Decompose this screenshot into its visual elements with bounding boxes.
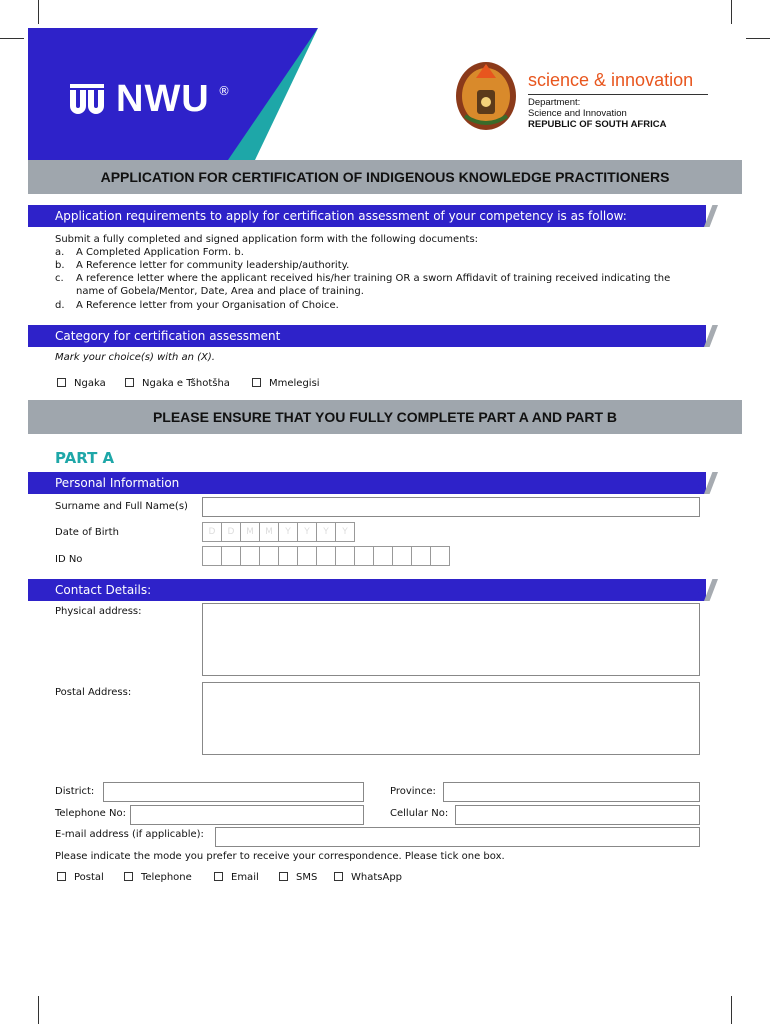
- checkbox[interactable]: [334, 872, 343, 881]
- notice-text: PLEASE ENSURE THAT YOU FULLY COMPLETE PART A AND PART B: [152, 409, 618, 425]
- form-title-bar: [28, 160, 742, 194]
- dob-field[interactable]: [202, 522, 354, 542]
- id-cell[interactable]: [278, 546, 298, 566]
- list-item-text: A Reference letter for community leadership/authority.: [76, 260, 350, 271]
- postal-address-field[interactable]: [202, 682, 700, 755]
- notice-bar: [28, 400, 742, 434]
- crop-mark: [746, 38, 770, 39]
- id-cell[interactable]: [411, 546, 431, 566]
- id-cell[interactable]: [202, 546, 222, 566]
- checkbox[interactable]: [252, 378, 261, 387]
- id-cell[interactable]: [373, 546, 393, 566]
- mode-option-whatsapp[interactable]: WhatsApp: [334, 872, 402, 883]
- telephone-field[interactable]: [130, 805, 364, 825]
- id-number-field[interactable]: [202, 546, 449, 566]
- list-item-text: A Completed Application Form. b.: [76, 247, 244, 258]
- list-item: b.: [55, 260, 65, 271]
- category-instruction: Mark your choice(s) with an (X).: [55, 352, 215, 363]
- id-cell[interactable]: [392, 546, 412, 566]
- part-a-title: PART A: [55, 449, 115, 467]
- requirements-intro: Submit a fully completed and signed application form with the following documents:: [55, 234, 479, 245]
- contact-heading: Contact Details:: [55, 583, 152, 597]
- dept-line: Department:: [528, 97, 581, 108]
- bar-slash: [704, 205, 718, 227]
- requirements-heading-bar: [28, 205, 706, 227]
- crop-mark: [38, 0, 39, 24]
- mode-option-telephone[interactable]: Telephone: [124, 872, 192, 883]
- personal-info-heading-bar: [28, 472, 706, 494]
- surname-field[interactable]: [202, 497, 700, 517]
- surname-label: Surname and Full Name(s): [55, 501, 188, 512]
- checkbox[interactable]: [57, 378, 66, 387]
- personal-info-heading: Personal Information: [55, 476, 180, 490]
- checkbox[interactable]: [57, 872, 66, 881]
- dob-cell[interactable]: D: [221, 522, 241, 542]
- mode-option-postal[interactable]: Postal: [57, 872, 104, 883]
- requirements-heading: Application requirements to apply for certification assessment of your competency is as follow:: [55, 209, 627, 223]
- contact-heading-bar: [28, 579, 706, 601]
- id-cell[interactable]: [297, 546, 317, 566]
- list-item: c.: [55, 273, 64, 284]
- id-cell[interactable]: [316, 546, 336, 566]
- bar-slash: [704, 579, 718, 601]
- crop-mark: [38, 996, 39, 1024]
- district-label: District:: [55, 786, 95, 797]
- id-cell[interactable]: [354, 546, 374, 566]
- cellular-label: Cellular No:: [390, 808, 449, 819]
- dob-label: Date of Birth: [55, 527, 119, 538]
- province-field[interactable]: [443, 782, 700, 802]
- physical-address-field[interactable]: [202, 603, 700, 676]
- dob-cell[interactable]: D: [202, 522, 222, 542]
- partner-title: science & innovation: [528, 70, 694, 90]
- mode-option-email[interactable]: Email: [214, 872, 259, 883]
- crop-mark: [731, 996, 732, 1024]
- physical-address-label: Physical address:: [55, 606, 142, 617]
- email-label: E-mail address (if applicable):: [55, 829, 204, 840]
- id-cell[interactable]: [430, 546, 450, 566]
- dob-cell[interactable]: Y: [278, 522, 298, 542]
- postal-address-label: Postal Address:: [55, 687, 132, 698]
- dept-line: REPUBLIC OF SOUTH AFRICA: [528, 119, 667, 130]
- checkbox[interactable]: [214, 872, 223, 881]
- list-item-text: A reference letter where the applicant received his/her training OR a sworn Affidavit of training received indicating the: [76, 273, 671, 284]
- department-block: [528, 97, 666, 130]
- id-cell[interactable]: [240, 546, 260, 566]
- checkbox[interactable]: [125, 378, 134, 387]
- list-item: a.: [55, 247, 65, 258]
- dept-line: Science and Innovation: [528, 108, 627, 119]
- crop-mark: [0, 38, 24, 39]
- category-option-ngaka-e-tshotsha[interactable]: Ngaka e Tšhotšha: [125, 378, 230, 389]
- partner-divider: [528, 94, 708, 95]
- category-option-ngaka[interactable]: Ngaka: [57, 378, 106, 389]
- id-label: ID No: [55, 554, 83, 565]
- dob-cell[interactable]: M: [240, 522, 260, 542]
- registered-mark: ®: [218, 84, 230, 98]
- category-heading-bar: [28, 325, 706, 347]
- checkbox[interactable]: [279, 872, 288, 881]
- form-title: APPLICATION FOR CERTIFICATION OF INDIGENOUS KNOWLEDGE PRACTITIONERS: [100, 169, 670, 185]
- dob-cell[interactable]: M: [259, 522, 279, 542]
- coat-of-arms-icon: [453, 56, 519, 132]
- list-item-text: A Reference letter from your Organisation of Choice.: [76, 300, 339, 311]
- dob-cell[interactable]: Y: [335, 522, 355, 542]
- dob-cell[interactable]: Y: [316, 522, 336, 542]
- category-heading: Category for certification assessment: [55, 329, 281, 343]
- correspondence-mode-text: Please indicate the mode you prefer to receive your correspondence. Please tick one box.: [55, 851, 505, 862]
- id-cell[interactable]: [335, 546, 355, 566]
- district-field[interactable]: [103, 782, 364, 802]
- nwu-mark-icon: [66, 82, 108, 118]
- email-field[interactable]: [215, 827, 700, 847]
- list-item-text: name of Gobela/Mentor, Date, Area and place of training.: [76, 286, 364, 297]
- org-name: NWU: [116, 78, 210, 120]
- category-option-mmelegisi[interactable]: Mmelegisi: [252, 378, 320, 389]
- province-label: Province:: [390, 786, 436, 797]
- bar-slash: [704, 472, 718, 494]
- cellular-field[interactable]: [455, 805, 700, 825]
- dob-cell[interactable]: Y: [297, 522, 317, 542]
- crop-mark: [731, 0, 732, 24]
- bar-slash: [704, 325, 718, 347]
- nwu-logo: [66, 78, 210, 121]
- mode-option-sms[interactable]: SMS: [279, 872, 317, 883]
- telephone-label: Telephone No:: [55, 808, 126, 819]
- checkbox[interactable]: [124, 872, 133, 881]
- id-cell[interactable]: [221, 546, 241, 566]
- list-item: d.: [55, 300, 65, 311]
- id-cell[interactable]: [259, 546, 279, 566]
